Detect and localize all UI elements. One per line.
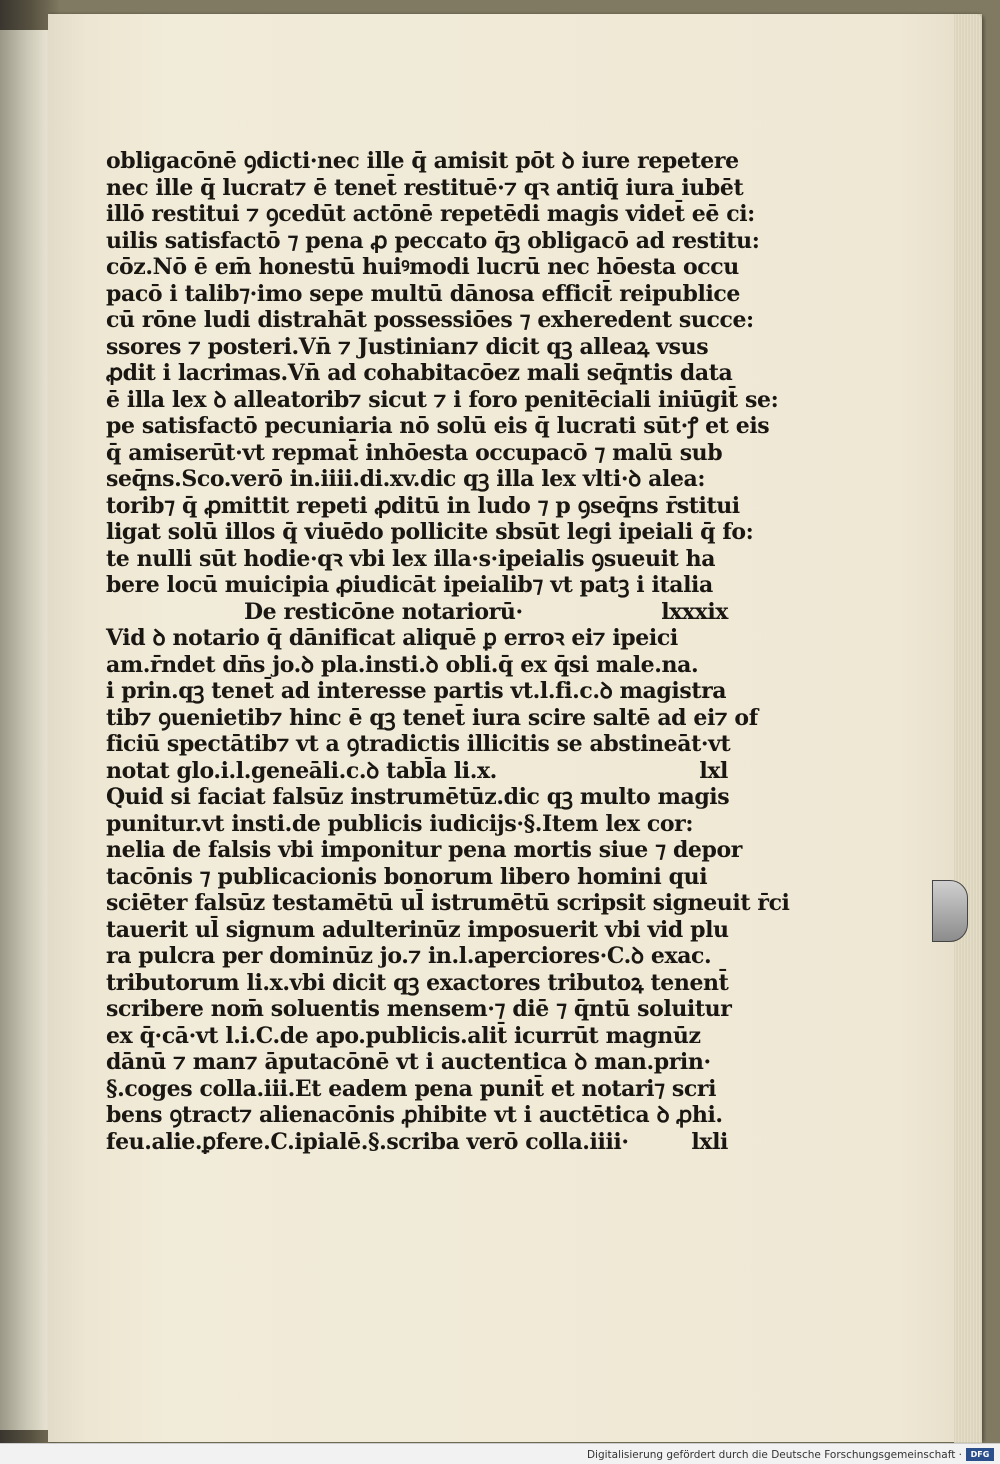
text-line: pacō i talib⁊·imo sepe multū dānosa efficit̄ reipublice (106, 280, 741, 307)
text-line-content: feu.alie.ꝑfere.C.ipialē.§.scriba verō colla.iiii· (106, 1128, 629, 1155)
text-line: pe satisfactō pecuniaria nō solū eis q̄ lucrati sūt·ꝭ et eis (106, 413, 770, 439)
text-block (106, 148, 790, 1155)
text-line: ꝓdit i lacrimas.Vn̄ ad cohabitacōez mali seq̄ntis data (106, 360, 733, 386)
heading-text: De resticōne notariorū· (244, 598, 523, 625)
text-line: sciēter falsūz testamētū ul̄ istrumētū scripsit signeuit r̄ci (106, 890, 790, 916)
footer-credit: Digitalisierung gefördert durch die Deutsche Forschungsgemeinschaft · (586, 1449, 962, 1461)
text-line: ē illa lex ꝺ alleatorib⁊ sicut ⁊ i foro penitēciali iniūgit̄ se: (106, 386, 779, 413)
text-line: bere locū muicipia ꝓiudicāt ipeialib⁊ vt patꝫ i italia (106, 572, 713, 598)
footer-bar (0, 1443, 1000, 1464)
page-edges (954, 14, 982, 1444)
text-line: ficiū spectātib⁊ vt a ꝯtradictis illicitis se abstineāt·vt (106, 731, 731, 757)
margin-number: lxl (699, 757, 728, 784)
paragraph-2 (106, 625, 758, 784)
text-line: obligacōnē ꝯdicti·nec ille q̄ amisit pōt ꝺ iure repetere (106, 148, 739, 174)
text-line: tib⁊ ꝯuenietib⁊ hinc ē qꝫ tenet̄ iura scire saltē ad ei⁊ of (106, 704, 758, 731)
text-line-content: notat glo.i.l.geneāli.c.ꝺ tabl̄a li.x. (106, 757, 497, 784)
text-line: Quid si faciat falsūz instrumētūz.dic qꝫ multo magis (106, 784, 730, 810)
text-line: ligat solū illos q̄ viuēdo pollicite sbsūt legi ipeiali q̄ fo: (106, 519, 754, 545)
text-line: uilis satisfactō ⁊ pena ꝓ peccato q̄ꝫ obligacō ad restitu: (106, 227, 760, 254)
text-line: i prin.qꝫ tenet̄ ad interesse partis vt.l.fi.c.ꝺ magistra (106, 678, 727, 704)
text-line: Vid ꝺ notario q̄ dānificat aliquē ꝑ erroꝛ ei⁊ ipeici (106, 625, 678, 651)
dfg-logo: DFG (966, 1448, 994, 1461)
text-line (106, 1129, 746, 1156)
text-line: cū rōne ludi distrahāt possessiōes ⁊ exheredent succe: (106, 307, 754, 333)
text-line: te nulli sūt hodie·qꝛ vbi lex illa·s·ipeialis ꝯsueuit ha (106, 545, 716, 572)
margin-number: lxli (691, 1128, 728, 1155)
section-heading (106, 599, 746, 626)
text-line: am.r̄ndet dn̄s jo.ꝺ pla.insti.ꝺ obli.q̄ ex q̄si male.na. (106, 651, 699, 678)
text-line: cōz.Nō ē em̄ honestū huiꝰmodi lucrū nec hōesta occu (106, 254, 739, 280)
text-line: ex q̄·cā·vt l.i.C.de apo.publicis.alit̄ icurrūt magnūz (106, 1022, 701, 1049)
text-line: dānū ⁊ man⁊ āputacōnē vt i auctentica ꝺ man.prin· (106, 1049, 711, 1075)
text-line (106, 758, 746, 785)
text-line: nec ille q̄ lucrat⁊ ē tenet̄ restituē·⁊ qꝛ antiq̄ iura iubēt (106, 174, 744, 201)
text-line: bens ꝯtract⁊ alienacōnis ꝓhibite vt i auctētica ꝺ ꝓhi. (106, 1102, 723, 1128)
text-line: ssores ⁊ posteri.Vn̄ ⁊ Justinian⁊ dicit qꝫ alleaꝝ vsus (106, 333, 709, 360)
page-clip (932, 880, 968, 942)
text-line: punitur.vt insti.de publicis iudicijs·§.Item lex cor: (106, 810, 694, 837)
paragraph-1 (106, 148, 779, 599)
text-line: scribere nom̄ soluentis mensem·⁊ diē ⁊ q̄ntū soluitur (106, 996, 732, 1022)
text-line: ra pulcra per dominūz jo.⁊ in.l.aperciores·C.ꝺ exac. (106, 943, 712, 969)
facing-page-edge (0, 30, 49, 1430)
paragraph-3 (106, 784, 790, 1155)
text-line: §.coges colla.iii.Et eadem pena punit̄ et notari⁊ scri (106, 1075, 717, 1102)
text-line: seq̄ns.Sco.verō in.iiii.di.xv.dic qꝫ illa lex vlti·ꝺ alea: (106, 466, 706, 492)
text-line: q̄ amiserūt·vt repmat̄ inhōesta occupacō ⁊ malū sub (106, 439, 723, 466)
text-line: tributorum li.x.vbi dicit qꝫ exactores tributoꝝ tenent̄ (106, 969, 729, 996)
text-line: torib⁊ q̄ ꝓmittit repeti ꝓditū in ludo ⁊ p ꝯseq̄ns r̄stitui (106, 492, 740, 519)
text-line: tauerit ul̄ signum adulterinūz imposuerit vbi vid plu (106, 916, 729, 943)
text-line: tacōnis ⁊ publicacionis bonorum libero homini qui (106, 863, 708, 890)
text-line: nelia de falsis vbi imponitur pena mortis siue ⁊ depor (106, 837, 742, 863)
text-line: illō restitui ⁊ ꝯcedūt actōnē repetēdi magis videt̄ eē ci: (106, 201, 755, 227)
folio-number: lxxxix (661, 598, 728, 625)
